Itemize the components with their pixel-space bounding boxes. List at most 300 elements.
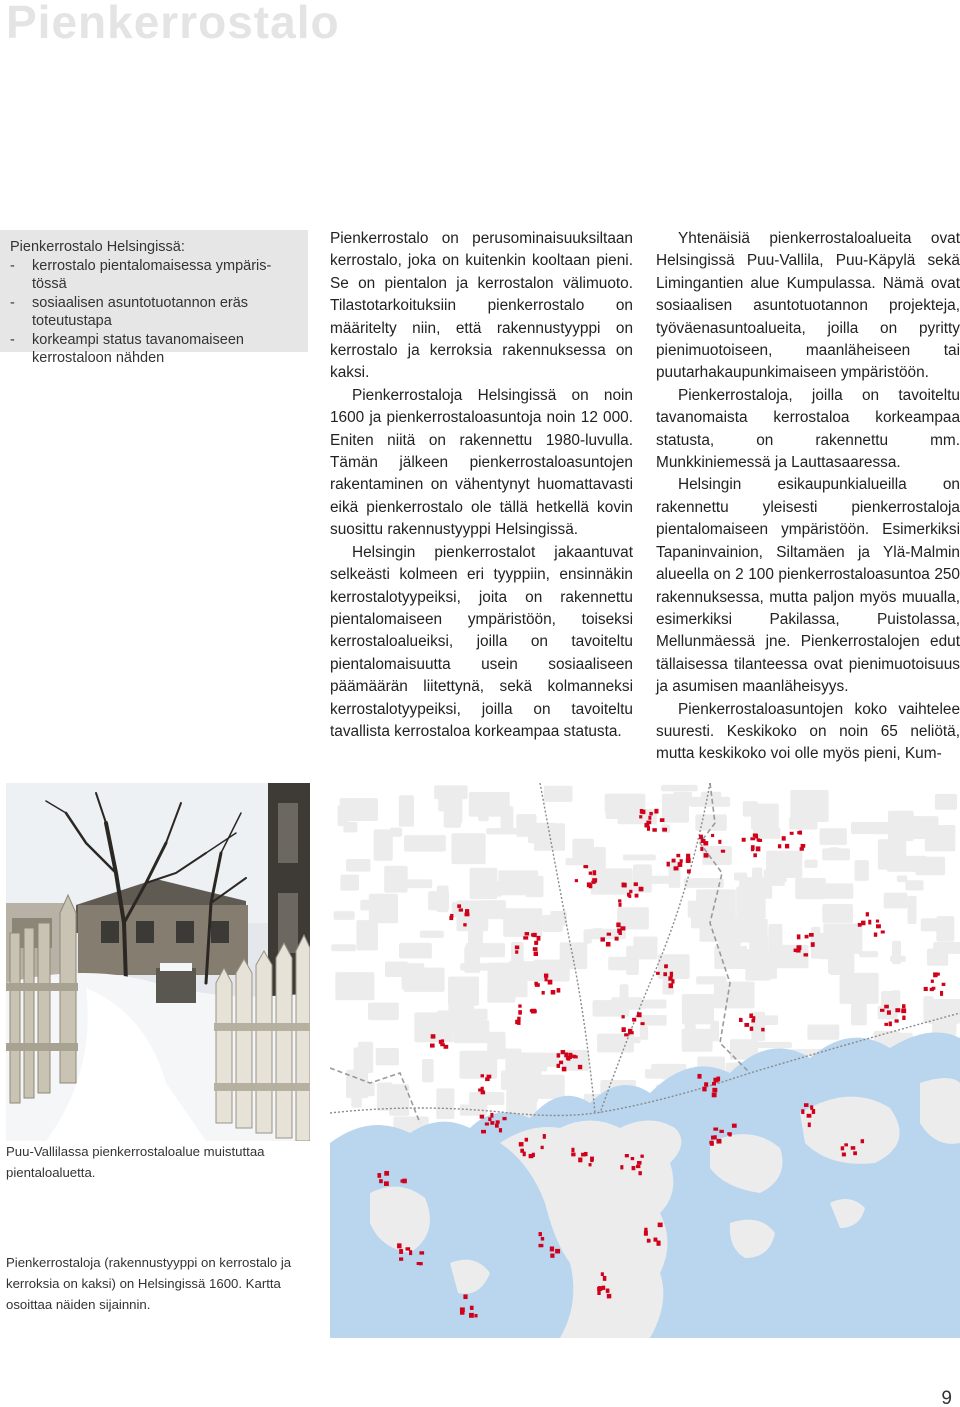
summary-box	[0, 230, 308, 366]
building-marker	[431, 1034, 436, 1038]
built-area-block	[501, 1070, 513, 1090]
built-area-block	[819, 828, 846, 845]
building-marker	[699, 835, 703, 840]
built-area-block	[714, 982, 755, 1009]
building-marker	[597, 1291, 600, 1295]
building-marker	[811, 942, 815, 947]
building-marker	[674, 866, 679, 870]
built-area-block	[399, 943, 432, 959]
body-paragraph: Helsingin esikaupunkialueilla on rakennettu yleisesti pienkerrostaloja pientalomaiseen ympäristöön. Esimerkiksi Tapaninvainion, Siltamäen ja Ylä-Malmin alueella on 2 100 pienkerrostaloasuntoa 250 rakennuksessa, mutta paljon myös muualla, esimerkiksi Pakilassa, Puistolassa, Mellunmäessä jne. Pienkerrostalojen edut tällaisessa tilanteessa ovat pienimuotoisuus ja asumisen maanläheisyys.	[656, 476, 960, 696]
building-marker	[602, 1286, 605, 1290]
built-area-block	[437, 885, 449, 912]
built-area-block	[487, 984, 515, 1003]
building-marker	[895, 1019, 899, 1022]
building-marker	[804, 953, 809, 956]
building-marker	[702, 1087, 706, 1092]
summary-item-text: korkeampi status tavanomaiseen kerrostaloon nähden	[32, 331, 244, 366]
building-marker	[851, 1146, 856, 1150]
built-area-block	[718, 917, 741, 946]
building-marker	[727, 1132, 731, 1135]
building-marker	[598, 1286, 603, 1291]
building-marker	[419, 1262, 423, 1265]
building-marker	[518, 1010, 522, 1015]
built-area-block	[915, 857, 945, 875]
built-area-block	[658, 954, 690, 979]
built-area-block	[368, 1003, 399, 1021]
built-area-block	[884, 893, 908, 909]
built-area-block	[592, 928, 603, 935]
built-area-block	[661, 785, 698, 791]
building-marker	[658, 1223, 663, 1228]
building-marker	[399, 1249, 403, 1254]
building-marker	[778, 844, 781, 848]
page-number: 9	[941, 1388, 952, 1407]
body-paragraph: Pienkerrostaloasuntojen koko vaihtelee suuresti. Keskikoko on noin 65 neliötä, mutta keskikoko voi olle myös pieni, Kum-	[656, 700, 960, 763]
building-marker	[525, 1138, 528, 1142]
building-marker	[541, 1146, 544, 1149]
body-paragraph: Pienkerrostaloja, joilla on tavoiteltu tavanomaista kerrostaloa korkeampaa statusta, on rakennettu mm. Munkkiniemessä ja Lauttasaaressa.	[656, 386, 960, 472]
built-area-block	[544, 786, 573, 802]
building-marker	[676, 854, 680, 857]
building-marker	[901, 1008, 906, 1013]
building-marker	[704, 1082, 708, 1086]
building-marker	[575, 879, 578, 882]
building-marker	[638, 1171, 641, 1175]
building-marker	[537, 936, 541, 941]
built-area-block	[905, 880, 923, 890]
building-marker	[587, 882, 591, 887]
photo-illustration	[6, 783, 310, 1141]
building-marker	[449, 916, 453, 920]
building-marker	[697, 1074, 701, 1079]
building-marker	[634, 882, 638, 886]
building-marker	[607, 933, 611, 936]
building-marker	[533, 947, 538, 951]
building-marker	[564, 1052, 568, 1057]
building-marker	[593, 870, 597, 875]
building-marker	[687, 869, 691, 873]
building-marker	[545, 978, 548, 982]
building-marker	[523, 936, 528, 939]
building-marker	[490, 1113, 493, 1118]
building-marker	[664, 964, 668, 967]
built-area-block	[444, 809, 461, 828]
built-area-block	[346, 1070, 368, 1098]
building-marker	[640, 1155, 643, 1158]
built-area-block	[448, 996, 474, 1020]
building-marker	[721, 850, 725, 853]
building-marker	[589, 1163, 592, 1166]
building-marker	[515, 1020, 518, 1024]
built-area-block	[754, 1042, 792, 1048]
built-area-block	[346, 859, 370, 872]
building-marker	[515, 945, 519, 949]
building-marker	[562, 1067, 567, 1072]
building-marker	[709, 1141, 713, 1145]
building-marker	[459, 908, 463, 911]
built-area-block	[340, 798, 378, 821]
building-marker	[571, 1148, 574, 1152]
built-area-block	[399, 795, 414, 826]
building-marker	[807, 1114, 812, 1118]
built-area-block	[673, 792, 692, 806]
built-area-block	[374, 829, 393, 860]
building-marker	[842, 1153, 846, 1157]
building-marker	[649, 812, 652, 815]
building-marker	[881, 930, 885, 933]
building-marker	[751, 846, 754, 851]
building-marker	[717, 1139, 722, 1144]
map-caption: Pienkerrostaloja (rakennustyyppi on kerrostalo ja kerroksia on kaksi) on Helsingissä 1600. Kartta osoittaa näiden sijainnin.	[6, 1255, 292, 1312]
building-marker	[543, 1134, 546, 1139]
building-marker	[895, 1008, 900, 1012]
building-marker	[592, 878, 597, 882]
building-marker	[703, 841, 708, 845]
built-area-block	[356, 920, 378, 950]
built-area-block	[907, 896, 916, 924]
built-area-block	[855, 860, 869, 881]
built-area-block	[617, 907, 649, 929]
building-marker	[844, 1143, 848, 1146]
building-marker	[718, 840, 721, 844]
summary-item	[10, 294, 298, 331]
building-marker	[868, 920, 871, 925]
building-marker	[430, 1044, 435, 1048]
building-marker	[801, 844, 806, 848]
building-marker	[936, 973, 940, 976]
building-marker	[627, 893, 630, 897]
building-marker	[654, 1238, 658, 1242]
building-marker	[555, 1249, 560, 1254]
building-marker	[496, 1120, 500, 1123]
building-marker	[544, 974, 548, 978]
built-area-block	[818, 933, 846, 959]
building-marker	[470, 1306, 474, 1310]
built-area-block	[682, 1029, 713, 1052]
building-marker	[678, 862, 683, 867]
building-marker	[568, 1056, 572, 1059]
building-marker	[557, 1064, 561, 1068]
built-area-block	[516, 814, 536, 837]
built-area-block	[912, 816, 938, 839]
summary-bullet: -	[10, 294, 15, 311]
building-marker	[490, 1121, 494, 1125]
helsinki-map	[330, 783, 960, 1338]
built-area-block	[436, 1088, 454, 1119]
built-area-block	[376, 1048, 399, 1065]
building-marker	[876, 924, 881, 928]
building-marker	[930, 988, 934, 991]
built-area-block	[840, 973, 879, 1004]
building-marker	[606, 1289, 610, 1293]
built-area-block	[434, 785, 468, 799]
built-area-block	[543, 915, 563, 932]
summary-bullet: -	[10, 257, 15, 274]
built-area-block	[343, 822, 357, 833]
built-area-block	[768, 924, 782, 952]
built-area-block	[360, 900, 397, 911]
map-illustration	[330, 783, 960, 1338]
building-marker	[571, 1153, 575, 1157]
building-marker	[377, 1173, 381, 1178]
building-marker	[525, 932, 529, 935]
built-area-block	[633, 937, 657, 960]
building-marker	[519, 1142, 524, 1146]
building-marker	[622, 1027, 626, 1032]
built-area-block	[897, 875, 907, 882]
building-marker	[469, 1313, 474, 1318]
building-marker	[621, 1015, 624, 1018]
building-marker	[687, 857, 690, 861]
building-marker	[474, 1314, 477, 1317]
built-area-block	[640, 1026, 648, 1040]
building-marker	[384, 1181, 389, 1186]
building-marker	[542, 991, 545, 995]
built-area-block	[335, 972, 374, 1000]
building-marker	[669, 983, 673, 988]
building-marker	[640, 1022, 644, 1025]
summary-item-text: sosiaalisen asuntotuotannon eräs toteutustapa	[32, 294, 249, 329]
building-marker	[606, 942, 611, 947]
built-area-block	[822, 904, 853, 923]
built-area-block	[422, 1059, 434, 1082]
built-area-block	[503, 908, 542, 937]
building-marker	[531, 1009, 536, 1014]
built-area-block	[534, 823, 565, 851]
building-marker	[719, 1130, 723, 1133]
building-marker	[637, 1161, 642, 1165]
building-marker	[572, 1055, 576, 1058]
built-area-block	[451, 833, 485, 864]
building-marker	[515, 950, 518, 953]
building-marker	[538, 1244, 543, 1247]
built-area-block	[334, 911, 355, 920]
building-marker	[632, 1018, 636, 1022]
building-marker	[942, 983, 946, 986]
building-marker	[758, 839, 762, 842]
built-area-block	[366, 1082, 374, 1096]
building-marker	[607, 1294, 611, 1299]
built-area-block	[888, 811, 914, 841]
building-marker	[557, 1053, 561, 1057]
building-marker	[753, 833, 758, 837]
built-area-block	[804, 860, 817, 868]
building-marker	[578, 1065, 582, 1069]
summary-bullet: -	[10, 331, 15, 348]
building-marker	[603, 1276, 607, 1281]
built-area-block	[358, 1042, 373, 1073]
body-paragraph: Helsingin pienkerrostalot jakaantuvat selkeästi kolmeen eri tyyppiin, ensinnäkin kerrostalotyypeiksi, joita on rakennettu pientalomaiseen ympäristöön, toiseksi kerrostaloalueiksi, joilla on tavoiteltu pientalomaisuutta usein sosiaaliseen päämäärän liitettynä, sekä kolmanneksi kerrostalotyypeiksi, joilla on tavoiteltu tavallista kerrostaloa korkeampaa statusta.	[330, 543, 633, 740]
building-marker	[656, 972, 660, 975]
building-marker	[647, 1239, 650, 1243]
building-marker	[444, 1045, 449, 1049]
building-marker	[639, 815, 642, 818]
building-marker	[785, 844, 789, 849]
building-marker	[713, 1078, 718, 1083]
building-marker	[620, 926, 625, 930]
building-marker	[589, 872, 592, 875]
built-area-block	[751, 923, 759, 933]
building-marker	[541, 1237, 544, 1241]
built-area-block	[927, 948, 948, 965]
building-marker	[464, 913, 469, 917]
built-area-block	[488, 1048, 521, 1056]
building-marker	[642, 810, 646, 814]
building-marker	[680, 859, 683, 863]
building-marker	[463, 923, 466, 926]
built-area-block	[340, 875, 359, 891]
building-marker	[590, 1157, 594, 1161]
building-marker	[660, 818, 665, 822]
built-area-block	[682, 994, 714, 1024]
building-marker	[578, 1158, 582, 1163]
summary-item-text: kerrostalo pientalomaisessa ympäris-tössä	[32, 257, 272, 292]
building-marker	[488, 1117, 491, 1121]
building-marker	[663, 972, 667, 976]
photo-caption: Puu-Vallilassa pienkerrostaloalue muistuttaa pientaloaluetta.	[6, 1144, 265, 1180]
built-area-block	[395, 879, 432, 888]
building-marker	[790, 832, 794, 835]
building-marker	[732, 1124, 737, 1128]
built-area-block	[695, 814, 726, 830]
built-area-block	[456, 900, 488, 931]
built-area-block	[331, 944, 356, 951]
built-area-block	[468, 929, 483, 945]
building-marker	[712, 1082, 716, 1086]
building-marker	[654, 809, 658, 814]
building-marker	[615, 937, 619, 941]
building-marker	[399, 1257, 403, 1260]
building-marker	[645, 823, 650, 826]
building-marker	[800, 847, 804, 851]
body-column-middle	[330, 228, 633, 743]
building-marker	[532, 1153, 535, 1157]
building-marker	[481, 1130, 486, 1134]
building-marker	[700, 847, 703, 851]
building-marker	[624, 1033, 628, 1036]
building-marker	[600, 937, 605, 941]
building-marker	[379, 1179, 383, 1183]
body-paragraph: Pienkerrostalo on perusominaisuuksiltaan kerrostalo, joka on kuitenkin kooltaan pieni. Se on pientalon ja kerrostalon välimuoto. Tilastotarkoituksiin pienkerrostalo on määritelty niin, että rakennustyyppi on kerrostalo ja kerroksia rakennuksessa on kaksi.	[330, 230, 633, 382]
building-marker	[874, 932, 877, 936]
built-area-block	[761, 1015, 778, 1025]
building-marker	[539, 1232, 542, 1236]
built-area-block	[584, 929, 592, 943]
building-marker	[750, 1027, 753, 1031]
building-marker	[405, 1247, 410, 1250]
built-area-block	[514, 1087, 538, 1098]
built-area-block	[460, 963, 499, 970]
building-marker	[532, 933, 536, 937]
building-marker	[931, 980, 934, 983]
building-marker	[616, 923, 620, 928]
built-area-block	[520, 1053, 559, 1067]
built-area-block	[420, 931, 444, 938]
building-marker	[534, 952, 538, 956]
built-area-block	[684, 878, 724, 888]
summary-item	[10, 331, 298, 368]
page-title: Pienkerrostalo	[6, 0, 340, 48]
building-marker	[744, 1023, 749, 1027]
building-marker	[797, 831, 800, 834]
built-area-block	[749, 933, 768, 957]
building-marker	[581, 1153, 586, 1157]
building-marker	[742, 838, 746, 842]
building-marker	[902, 1004, 906, 1008]
building-marker	[463, 1294, 467, 1299]
built-area-block	[743, 801, 758, 817]
summary-item	[10, 257, 298, 294]
built-area-block	[923, 996, 933, 1023]
building-marker	[670, 972, 673, 977]
building-marker	[480, 1115, 484, 1119]
building-marker	[559, 1061, 563, 1065]
building-marker	[644, 1231, 648, 1236]
building-marker	[884, 1023, 888, 1026]
built-area-block	[525, 876, 543, 897]
built-area-block	[611, 997, 642, 1009]
building-marker	[880, 1009, 884, 1012]
building-marker	[861, 921, 865, 926]
building-marker	[853, 1151, 857, 1155]
body-paragraph: Yhtenäisiä pienkerrostaloalueita ovat Helsingissä Puu-Vallila, Puu-Käpylä sekä Limingantien alue Kumpulassa. Nämä ovat sosiaalisen asuntotuotannon projekteja, työväenasuntoalueita, joilla on pyritty pienimuotoiseen, maanläheiseen tai puutarhakaupunkimaiseen ympäristöön.	[656, 230, 960, 382]
built-area-block	[609, 1037, 640, 1044]
building-marker	[884, 1005, 889, 1009]
building-marker	[753, 853, 757, 857]
built-area-block	[859, 951, 878, 957]
building-marker	[876, 920, 879, 923]
building-marker	[866, 912, 869, 916]
built-area-block	[936, 916, 954, 941]
building-marker	[632, 1166, 636, 1170]
built-area-block	[795, 878, 825, 899]
building-marker	[796, 949, 801, 952]
building-marker	[924, 987, 928, 991]
building-marker	[557, 988, 561, 993]
built-area-block	[469, 1092, 504, 1105]
building-marker	[618, 899, 621, 902]
building-marker	[439, 1040, 442, 1044]
building-marker	[804, 1103, 809, 1107]
built-area-block	[404, 835, 446, 851]
building-marker	[639, 887, 644, 892]
built-area-block	[534, 959, 570, 981]
building-marker	[402, 1179, 407, 1184]
built-area-block	[935, 794, 957, 810]
built-area-block	[745, 964, 771, 981]
building-marker	[801, 1109, 804, 1114]
building-marker	[667, 862, 670, 867]
built-area-block	[623, 855, 656, 861]
building-marker	[550, 1254, 554, 1258]
built-area-block	[469, 792, 510, 817]
building-marker	[711, 834, 714, 837]
building-marker	[485, 1122, 489, 1125]
body-column-right	[656, 228, 960, 766]
building-marker	[502, 1117, 506, 1120]
built-area-block	[851, 1002, 867, 1025]
building-marker	[620, 1165, 623, 1169]
building-marker	[887, 1010, 891, 1014]
building-marker	[485, 1077, 490, 1081]
building-marker	[481, 1074, 484, 1077]
building-marker	[671, 979, 674, 983]
building-marker	[861, 1139, 864, 1143]
building-marker	[523, 1152, 526, 1157]
building-marker	[711, 1136, 715, 1140]
building-marker	[750, 837, 755, 840]
building-marker	[601, 1272, 604, 1276]
